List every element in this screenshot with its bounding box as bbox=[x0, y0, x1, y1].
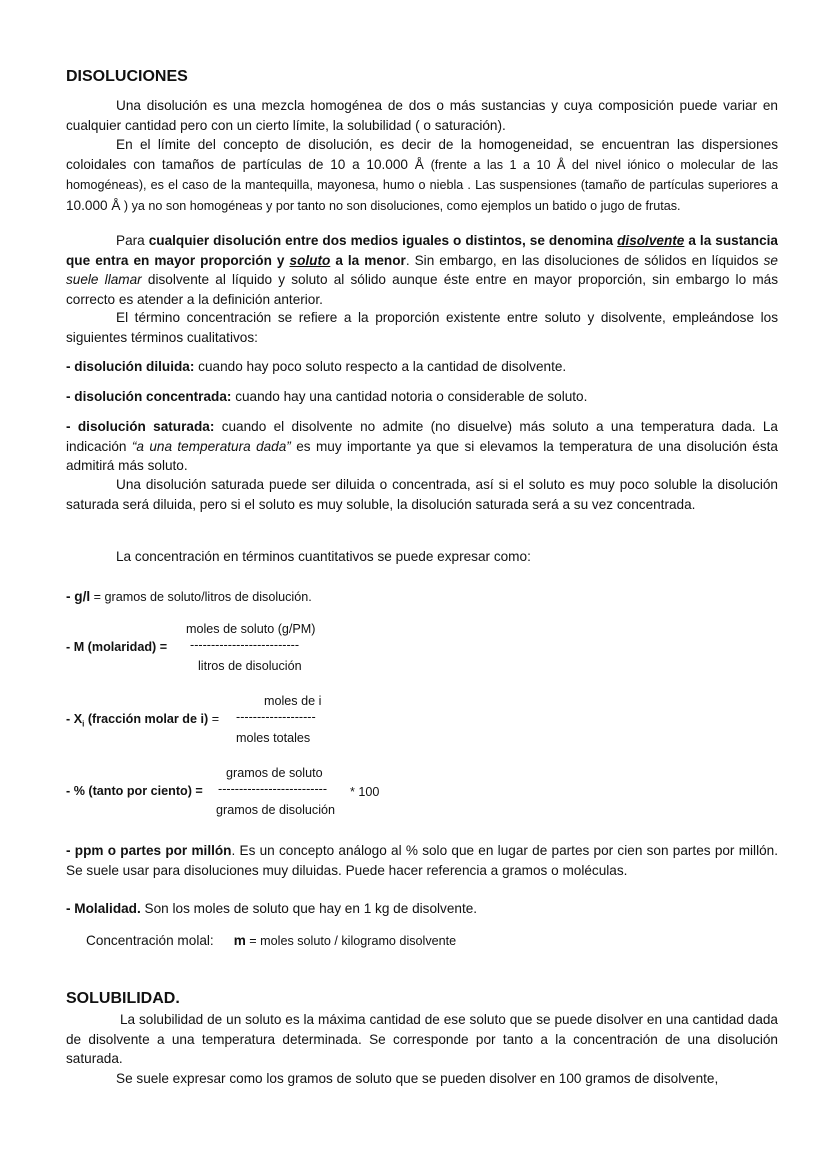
text: En el límite del concepto de disolución, es decir de la homogeneidad, se encuentran las dispersiones coloidales con tamaños de partículas de 10 a 10.000 Å bbox=[66, 137, 778, 172]
denominator: moles totales bbox=[236, 731, 311, 745]
denominator: gramos de disolución bbox=[216, 803, 336, 817]
text: ) ya no son homogéneas y por tanto no son disoluciones, como ejemplos un batido o jugo de frutas. bbox=[120, 198, 681, 213]
term: - disolución concentrada: bbox=[66, 389, 232, 404]
text: cualquier disolución entre dos medios iguales o distintos, se denomina bbox=[148, 233, 618, 248]
term: - disolución diluida: bbox=[66, 359, 195, 374]
paragraph-definicion: Una disolución es una mezcla homogénea de dos o más sustancias y cuya composición puede variar en cualquier cantidad pero con un cierto límite, la solubilidad ( o saturación). bbox=[66, 98, 778, 133]
subscript: i bbox=[82, 719, 85, 729]
text: “a una temperatura dada” bbox=[131, 438, 291, 454]
multiplier: * 100 bbox=[350, 785, 380, 799]
term: - g/l bbox=[66, 589, 91, 604]
text: Son los moles de soluto que hay en 1 kg de disolvente. bbox=[140, 901, 478, 916]
item-diluida bbox=[66, 357, 778, 377]
item-concentrada bbox=[66, 387, 778, 407]
heading-disoluciones: DISOLUCIONES bbox=[66, 68, 188, 85]
paragraph-saturada: Una disolución saturada puede ser diluida o concentrada, así si el soluto es muy poco soluble la disolución saturada será diluida, pero si el soluto es muy soluble, la disolución saturada será a su vez concentrada. bbox=[66, 477, 778, 512]
fraction-line: -------------------------- bbox=[218, 782, 328, 796]
paragraph-expresion: Se suele expresar como los gramos de soluto que se pueden disolver en 100 gramos de disolvente, bbox=[116, 1071, 719, 1086]
paragraph-disolvente-soluto bbox=[66, 231, 778, 309]
text: es muy importante ya que si elevamos la temperatura de una disolución ésta admitirá más soluto. bbox=[66, 438, 778, 473]
text: se suele llamar bbox=[66, 252, 778, 287]
text: disolvente al líquido y soluto al sólido aunque éste entre en mayor proporción, sin embargo lo más correcto es atender a la definición anterior. bbox=[66, 272, 779, 307]
formula-molal bbox=[86, 931, 776, 952]
item-molalidad bbox=[66, 899, 778, 919]
fraction-line: ------------------- bbox=[236, 710, 316, 724]
symbol: m bbox=[233, 933, 246, 948]
paragraph-concentracion: El término concentración se refiere a la proporción existente entre soluto y disolvente, empleándose los siguientes términos cualitativos: bbox=[66, 310, 778, 345]
text: cuando el disolvente no admite (no disuelve) más soluto a una temperatura dada. La indicación bbox=[66, 419, 778, 454]
text: a la sustancia que entra en mayor proporción y bbox=[66, 233, 778, 268]
fraction-line: -------------------------- bbox=[190, 638, 300, 652]
equals: = bbox=[208, 712, 220, 726]
text: disolvente bbox=[617, 233, 685, 248]
numerator: moles de soluto (g/PM) bbox=[186, 622, 316, 636]
paragraph-coloides bbox=[66, 135, 778, 216]
label: - M (molaridad) = bbox=[66, 640, 168, 654]
label: (fracción molar de i) bbox=[84, 712, 209, 726]
text: (frente a las 1 a 10 Å del nivel iónico o molecular de las homogéneas), es el caso de la mantequilla, mayonesa, humo o niebla . Las suspensiones (tamaño de partículas superiores a bbox=[66, 157, 778, 192]
term: - disolución saturada: bbox=[66, 419, 215, 434]
item-saturada bbox=[66, 417, 778, 476]
text: 10.000 Å bbox=[66, 197, 121, 213]
paragraph-cuantitativos: La concentración en términos cuantitativos se puede expresar como: bbox=[116, 549, 531, 564]
text: cuando hay una cantidad notoria o considerable de soluto. bbox=[231, 389, 588, 404]
text: a la menor bbox=[330, 252, 406, 268]
text: = moles soluto / kilogramo disolvente bbox=[245, 934, 457, 948]
label: - X bbox=[66, 712, 83, 726]
text: . Sin embargo, en las disoluciones de sólidos en líquidos bbox=[405, 252, 764, 268]
text: = gramos de soluto/litros de disolución. bbox=[90, 590, 312, 604]
text: Para bbox=[116, 233, 149, 248]
label: - % (tanto por ciento) = bbox=[66, 784, 203, 798]
label: Concentración molal: bbox=[86, 933, 214, 948]
formula-gl bbox=[66, 587, 778, 608]
term: - ppm o partes por millón bbox=[66, 843, 232, 858]
denominator: litros de disolución bbox=[198, 659, 302, 673]
numerator: moles de i bbox=[264, 694, 322, 708]
term: - Molalidad. bbox=[66, 901, 141, 916]
text: . Es un concepto análogo al % solo que en lugar de partes por cien son partes por millón. Se suele usar para disoluciones muy diluidas. Puede hacer referencia a gramos o moléculas. bbox=[66, 843, 778, 878]
text: cuando hay poco soluto respecto a la cantidad de disolvente. bbox=[194, 359, 567, 374]
paragraph-solubilidad: La solubilidad de un soluto es la máxima cantidad de ese soluto que se puede disolver en una cantidad dada de disolvente a una temperatura determinada. Se corresponde por tanto a la concentración de una disolución saturada. bbox=[66, 1012, 778, 1066]
text: soluto bbox=[289, 252, 331, 268]
heading-solubilidad: SOLUBILIDAD. bbox=[66, 990, 180, 1007]
numerator: gramos de soluto bbox=[226, 766, 323, 780]
item-ppm bbox=[66, 841, 778, 880]
